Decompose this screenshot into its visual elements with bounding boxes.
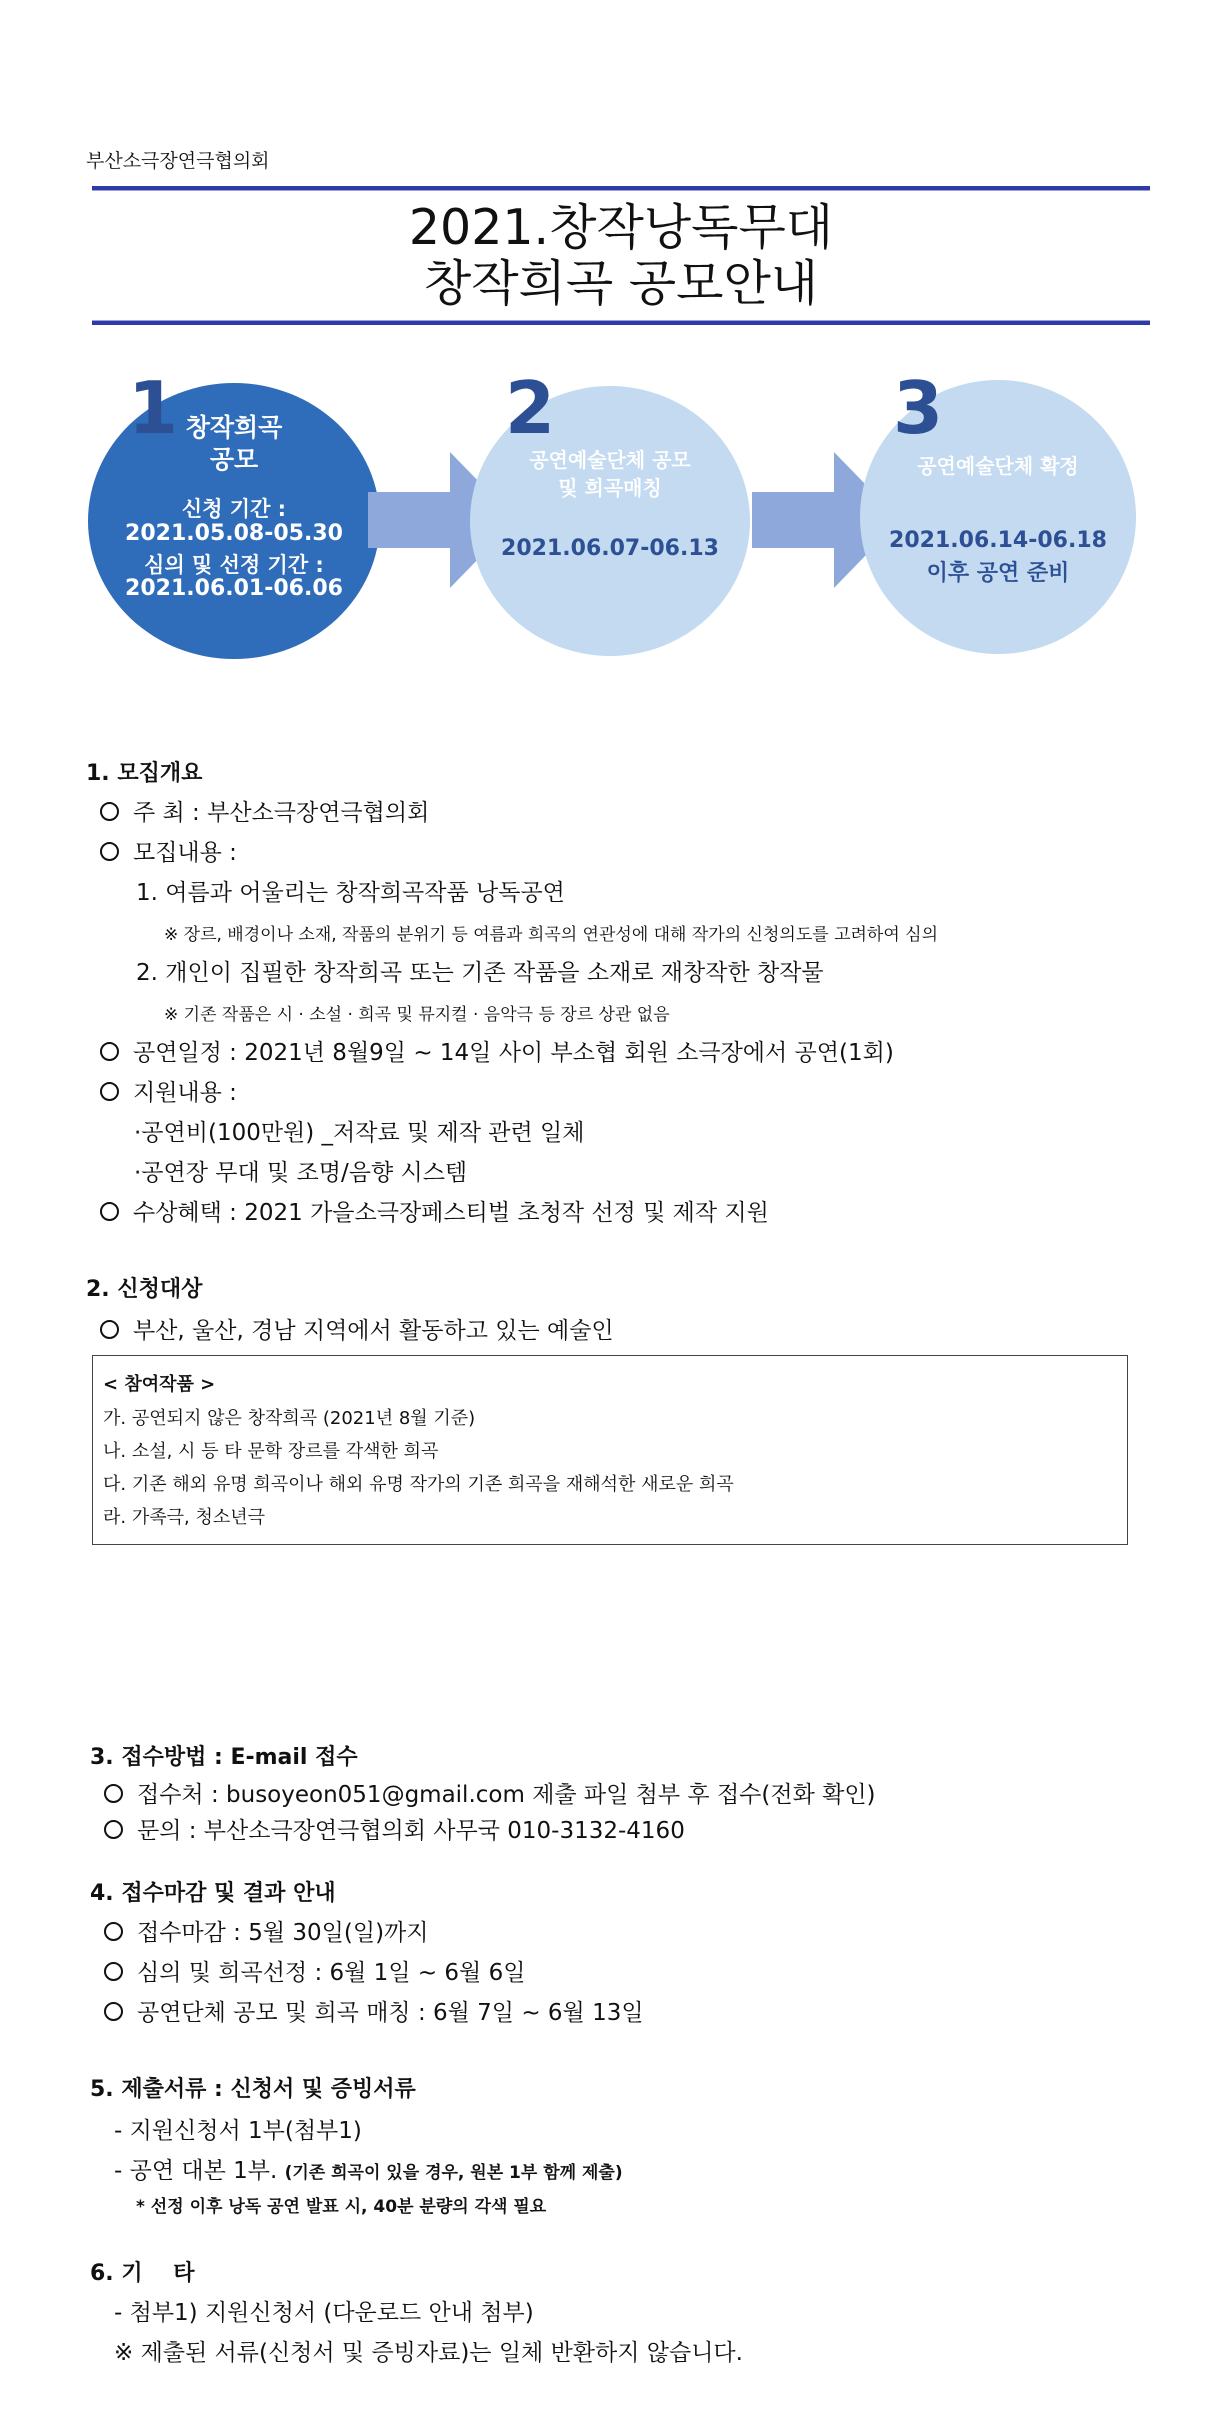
bullet-circle (100, 1042, 119, 1061)
bullet-circle (100, 1202, 119, 1221)
step1-line4: 2021.06.01-06.06 (125, 576, 343, 601)
s5-doc2-note: (기존 희곡이 있을 경우, 원본 1부 함께 제출) (284, 2163, 623, 2183)
s1-content-label-text: 모집내용 : (133, 840, 237, 866)
s4-review-text: 심의 및 희곡선정 : 6월 1일 ~ 6월 6일 (137, 1960, 526, 1986)
step1-title2: 공모 (209, 445, 259, 474)
step3-number: 3 (893, 366, 944, 450)
section2-heading: 2. 신청대상 (86, 1277, 203, 1302)
step3-date1: 2021.06.14-06.18 (889, 528, 1107, 553)
s4-matching-text: 공연단체 공모 및 희곡 매칭 : 6월 7일 ~ 6월 13일 (137, 2000, 644, 2026)
s1-host (100, 794, 429, 827)
s1-award-text: 수상혜택 : 2021 가을소극장페스티벌 초청작 선정 및 제작 지원 (133, 1200, 769, 1226)
box-item: 나. 소설, 시 등 타 문학 장르를 각색한 희곡 (103, 1441, 439, 1462)
box-title: < 참여작품 > (103, 1374, 216, 1395)
s3-contact-text: 문의 : 부산소극장연극협의회 사무국 010-3132-4160 (137, 1818, 685, 1844)
bullet-circle (104, 1922, 123, 1941)
section5-heading: 5. 제출서류 : 신청서 및 증빙서류 (90, 2077, 416, 2102)
bullet-circle (104, 2002, 123, 2021)
title-bottom-rule (92, 320, 1150, 325)
step1-title1: 창작희곡 (185, 413, 283, 442)
section1-heading: 1. 모집개요 (86, 761, 203, 786)
bullet-circle (104, 1784, 123, 1803)
s1-item1: 1. 여름과 어울리는 창작희곡작품 낭독공연 (136, 880, 565, 906)
s4-deadline (104, 1914, 429, 1947)
box-item: 가. 공연되지 않은 창작희곡 (2021년 8월 기준) (103, 1408, 476, 1429)
step2-date: 2021.06.07-06.13 (501, 536, 719, 561)
section6-heading: 6. 기 타 (90, 2261, 195, 2286)
s1-schedule (100, 1034, 894, 1067)
bullet-circle (100, 802, 119, 821)
s6-notice: ※ 제출된 서류(신청서 및 증빙자료)는 일체 반환하지 않습니다. (114, 2340, 743, 2366)
section4-heading: 4. 접수마감 및 결과 안내 (90, 1881, 336, 1906)
s1-award (100, 1194, 769, 1227)
s2-target (100, 1312, 614, 1345)
s5-doc1: - 지원신청서 1부(첨부1) (114, 2118, 362, 2144)
page-title-line2: 창작희곡 공모안내 (423, 255, 819, 312)
s3-to (104, 1776, 876, 1809)
s1-item2: 2. 개인이 집필한 창작희곡 또는 기존 작품을 소재로 재창작한 창작물 (136, 960, 824, 986)
box-item: 라. 가족극, 청소년극 (103, 1507, 265, 1528)
s1-support2: ·공연장 무대 및 조명/음향 시스템 (134, 1160, 468, 1186)
s4-review (104, 1954, 525, 1987)
step3-date2: 이후 공연 준비 (926, 561, 1070, 586)
step1-line2: 2021.05.08-05.30 (125, 521, 343, 546)
title-top-rule (92, 186, 1150, 191)
s1-support1: ·공연비(100만원) _저작료 및 제작 관련 일체 (134, 1120, 585, 1146)
step2-number: 2 (505, 366, 556, 450)
bullet-circle (104, 1962, 123, 1981)
s4-matching (104, 1994, 644, 2027)
step1-line1: 신청 기간 : (181, 497, 287, 521)
s1-schedule-text: 공연일정 : 2021년 8월9일 ~ 14일 사이 부소협 회원 소극장에서 공연(1회) (133, 1040, 894, 1066)
s1-host-text: 주 최 : 부산소극장연극협의회 (133, 800, 430, 826)
s3-to-text: 접수처 : busoyeon051@gmail.com 제출 파일 첨부 후 접수(전화 확인) (137, 1782, 876, 1808)
organization-name: 부산소극장연극협의회 (86, 150, 270, 172)
section3-heading: 3. 접수방법 : E-mail 접수 (90, 1745, 358, 1770)
box-item: 다. 기존 해외 유명 희곡이나 해외 유명 작가의 기존 희곡을 재해석한 새로운 희곡 (103, 1474, 734, 1495)
page-title-line1: 2021.창작낭독무대 (408, 199, 834, 256)
s3-contact (104, 1812, 685, 1845)
s5-doc2-sub: * 선정 이후 낭독 공연 발표 시, 40분 분량의 각색 필요 (136, 2197, 547, 2217)
s5-doc2 (114, 2152, 623, 2185)
step3-title1: 공연예술단체 확정 (917, 454, 1079, 478)
s1-note2: ※ 기존 작품은 시 · 소설 · 희곡 및 뮤지컬 · 음악극 등 장르 상관 없음 (164, 1005, 670, 1025)
participating-works-box (92, 1355, 1128, 1545)
s6-att: - 첨부1) 지원신청서 (다운로드 안내 첨부) (114, 2300, 534, 2326)
s1-support-label-text: 지원내용 : (133, 1080, 237, 1106)
s1-note1: ※ 장르, 배경이나 소재, 작품의 분위기 등 여름과 희곡의 연관성에 대해 작가의 신청의도를 고려하여 심의 (164, 925, 939, 945)
bullet-circle (100, 1320, 119, 1339)
s4-deadline-text: 접수마감 : 5월 30일(일)까지 (137, 1920, 429, 1946)
step1-number: 1 (128, 366, 179, 450)
bullet-circle (100, 842, 119, 861)
s1-support-label (100, 1074, 237, 1107)
s2-target-text: 부산, 울산, 경남 지역에서 활동하고 있는 예술인 (133, 1318, 614, 1344)
step1-line3: 심의 및 선정 기간 : (144, 553, 324, 577)
s5-doc2-text: - 공연 대본 1부. (114, 2158, 278, 2184)
bullet-circle (100, 1082, 119, 1101)
step2-title2: 및 희곡매칭 (558, 476, 662, 500)
step2-title1: 공연예술단체 공모 (529, 448, 691, 472)
bullet-circle (104, 1820, 123, 1839)
s1-content-label (100, 834, 237, 867)
